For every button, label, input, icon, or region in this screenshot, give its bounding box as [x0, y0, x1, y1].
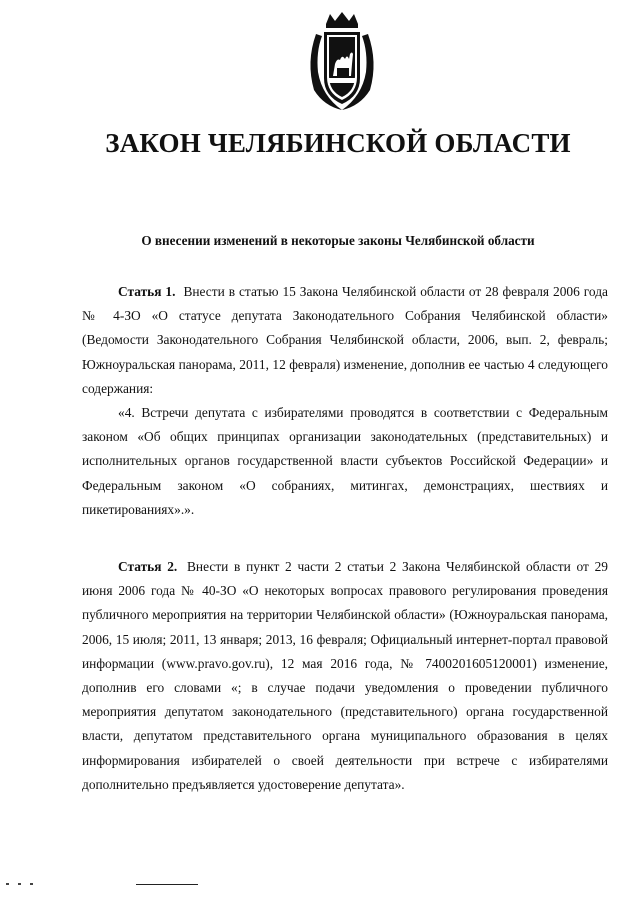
scan-mark: [18, 883, 21, 885]
coat-of-arms-emblem: [304, 12, 380, 112]
article-2-heading: Статья 2.: [118, 559, 178, 575]
law-body: [82, 280, 608, 797]
article-1-heading: Статья 1.: [118, 284, 176, 299]
article-2-paragraph: [82, 555, 608, 797]
law-title: ЗАКОН ЧЕЛЯБИНСКОЙ ОБЛАСТИ: [105, 128, 571, 158]
law-subtitle: О внесении изменений в некоторые законы Челябинской области: [141, 233, 535, 248]
article-1-intro: Внести в статью 15 Закона Челябинской области от 28 февраля 2006 года № 4-ЗО «О статусе депутата Законодательного Собрания Челябинской области» (Ведомости Законодательного Собрания Челябинской области, 2006, вып. 2, февраль; Южноуральская панорама, 2011, 12 февраля) изменение, дополнив ее частью 4 следующего содержания:: [82, 284, 608, 396]
article-1-paragraph: [82, 280, 608, 401]
footer-rule: [136, 884, 198, 885]
scan-mark: [30, 883, 33, 885]
article-1-quote: «4. Встречи депутата с избирателями проводятся в соответствии с Федеральным законом «Об общих принципах организации законодательных (представительных) и исполнительных органов государственной власти субъектов Российской Федерации» и Федеральным законом «О собраниях, митингах, демонстрациях, шествиях и пикетированиях».».: [82, 405, 608, 517]
article-2-text: Внести в пункт 2 части 2 статьи 2 Закона Челябинской области от 29 июня 2006 года № 40-ЗО «О некоторых вопросах правового регулирования проведения публичного мероприятия на территории Челябинской области» (Южноуральская панорама, 2006, 15 июля; 2011, 13 января; 2013, 16 февраля; Официальный интернет-портал правовой информации (www.pravo.gov.ru), 12 мая 2016 года, № 7400201605120001) изменение, дополнив его словами «; в случае подачи уведомления о проведении публичного мероприятия депутатом законодательного (представительного) органа государственной власти, депутатом представительного органа муниципального образования в целях информирования избирателей о своей деятельности при встрече с избирателями дополнительно предъявляется удостоверение депутата».: [82, 559, 608, 792]
scan-mark: [6, 883, 9, 885]
